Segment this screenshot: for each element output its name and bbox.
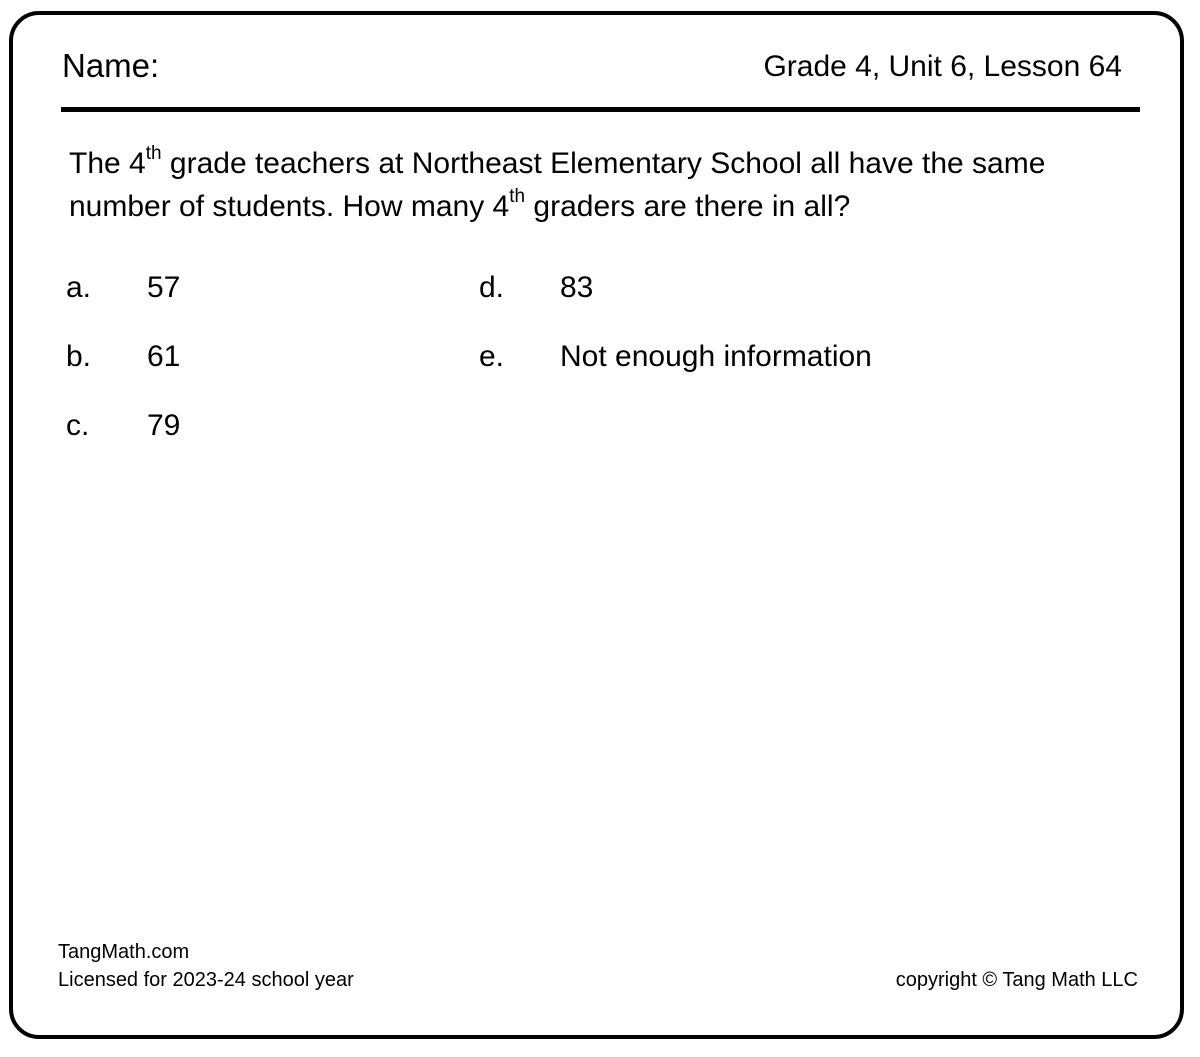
question-part-2: grade teachers at Northeast Elementary School all have the same number of students. How many 4	[69, 147, 1046, 223]
lesson-label: Grade 4, Unit 6, Lesson 64	[763, 50, 1122, 83]
choice-value: 83	[560, 271, 594, 304]
question-text	[69, 142, 1129, 228]
footer-copyright: copyright © Tang Math LLC	[895, 969, 1138, 991]
choice-value: 57	[147, 271, 181, 304]
question-part-3: graders are there in all?	[525, 190, 851, 223]
question-part-1: The 4	[69, 147, 146, 180]
ordinal-suffix: th	[509, 186, 526, 207]
choice-value: 79	[147, 409, 181, 442]
choice-value: 61	[147, 340, 181, 373]
choice-letter: e.	[479, 340, 505, 373]
choice-letter: d.	[479, 271, 505, 304]
choice-letter: b.	[66, 340, 92, 373]
choice-letter: a.	[66, 271, 92, 304]
ordinal-suffix: th	[145, 143, 162, 164]
footer-license: Licensed for 2023-24 school year	[58, 969, 354, 991]
choice-letter: c.	[66, 409, 90, 442]
name-label: Name:	[62, 47, 160, 84]
choice-value: Not enough information	[560, 340, 872, 373]
footer-site: TangMath.com	[58, 941, 190, 963]
header-divider	[61, 107, 1140, 112]
